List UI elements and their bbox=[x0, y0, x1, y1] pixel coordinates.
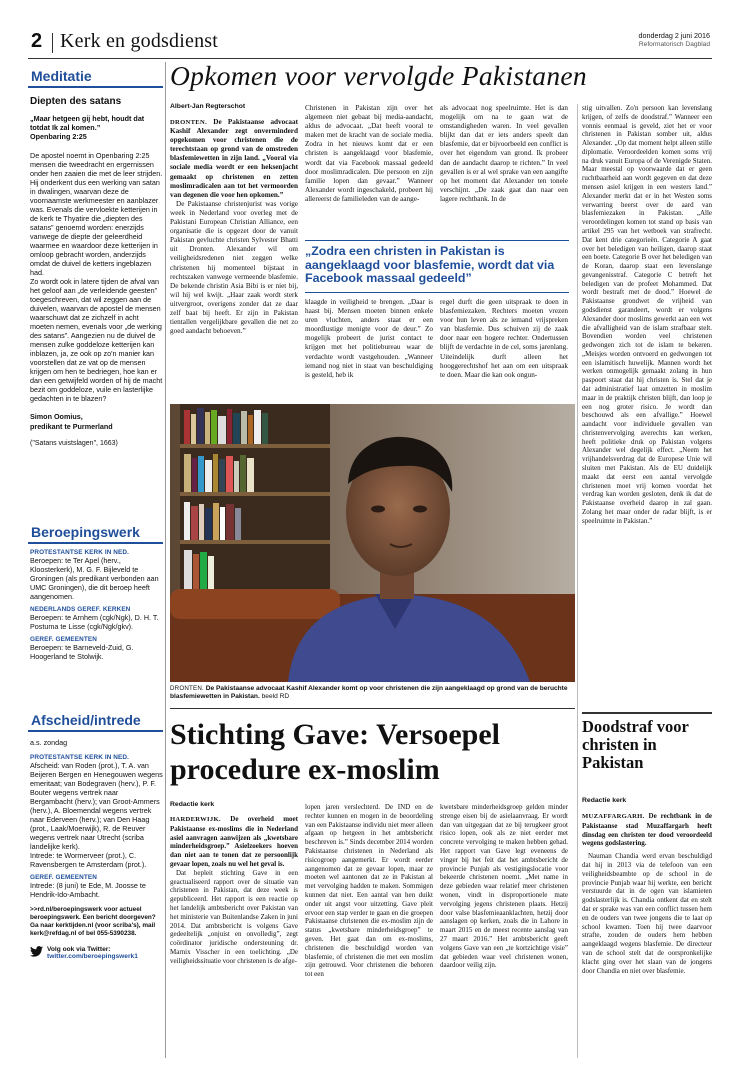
lead-text: De Pakistaanse advocaat Kashif Alexander zegt onverminderd opgekomen voor christenen die de terechtstaan op grond van de omstreden blasfemiewetten in zijn land. „Vooral via sociale media wordt er een heksenjacht gemaakt op christenen en zetten moslimradicalen aan tot het vermoorden van degenen die voor hen opkomen.” bbox=[170, 118, 298, 199]
doodstraf-byline: Redactie kerk bbox=[582, 797, 627, 804]
gave-col-3 bbox=[440, 803, 568, 970]
doodstraf-body bbox=[582, 812, 712, 975]
dateline: DRONTEN. bbox=[170, 119, 208, 126]
meditatie-source: ("Satans vuistslagen", 1663) bbox=[30, 440, 118, 447]
body-text: kwetsbare minderheidsgroep gelden minder strenge eisen bij de asielaanvraag. Er wordt dan van uitgegaan dat ze bij terugkeer groot risico lopen, ook als ze niet eerder met concrete vervolging te maken hebben gehad. Het rapport van Gave legt eveneens de vinger bij het feit dat het ambtsbericht de provincie Punjab als vestigingslocatie voor bekeerde christenen noemt. „Met name in deze gebieden waar relatief meer christenen wonen, vindt in disproportionele mate vervolging jegens christenen plaats. Hetzij door valse blasfemieaanklachten, hetzij door aanslagen op kerken, zoals die in Lahore in maart 2015 en de meest recente aanslag van 27 maart 2016.” Het ambtsbericht geeft volgens Gave van een „te kortzichtige visie” dat gebieden waar veel christenen wonen, daardoor veilig zijn. bbox=[440, 803, 568, 970]
beroeping-lines: Beroepen: te Ter Apel (herv., Kloosterkerk), M. G. F. Bijleveld te Groningen (als predikant verbonden aan UMC Groningen), die dit beroep heeft aangenomen. bbox=[30, 556, 159, 601]
twitter-link[interactable]: twitter.com/beroepingswerk1 bbox=[47, 953, 138, 960]
main-col-1 bbox=[170, 118, 298, 336]
intrede-lines: Intrede: te Wormerveer (prot.), C. Ravensbergen te Amsterdam (prot.). bbox=[30, 851, 147, 869]
afscheid-block bbox=[28, 712, 163, 960]
beroeping-group bbox=[30, 636, 163, 661]
page-number: 2 bbox=[31, 30, 43, 52]
caption-credit: beeld RD bbox=[261, 693, 290, 701]
afscheid-label: Afscheid/intrede bbox=[31, 712, 141, 728]
pull-quote-rule-bottom bbox=[305, 292, 569, 293]
meditatie-quote: „Maar hetgeen gij hebt, houdt dat totdat Ik zal komen.” bbox=[30, 114, 145, 132]
beroeping-lines: Beroepen: te Barneveld-Zuid, G. Hoogerland te Stolwijk. bbox=[30, 643, 134, 661]
sidebar-divider bbox=[165, 62, 166, 1058]
twitter-label: Volg ook via Twitter: bbox=[47, 946, 111, 953]
body-text: regel durft die geen uitspraak te doen in blasfemiezaken. Rechters moeten vrezen voor hun leven als ze iemand vrijspreken van blasfemie. Dus schuiven zij de zaak door naar een hogere rechter. Ondertussen blijft de verdachte in de cel, soms jarenlang. Uiteindelijk durft alleen het hooggerechtshof het aan om een uitspraak te doen. Maar die kan ook ongun- bbox=[440, 298, 568, 379]
church-label: PROTESTANTSE KERK IN NED. bbox=[30, 549, 129, 556]
main-byline: Albert-Jan Regterschot bbox=[170, 103, 246, 110]
meditatie-title: Diepten des satans bbox=[30, 96, 122, 107]
main-col-3 bbox=[440, 104, 568, 204]
meditatie-author-role: predikant te Purmerland bbox=[30, 422, 113, 431]
sidebar bbox=[28, 62, 163, 447]
header-paper: Reformatorisch Dagblad bbox=[638, 41, 710, 48]
main-col-3b bbox=[440, 298, 568, 380]
beroeping-lines: Beroepen: te Arnhem (cgk/Ngk), D. H. T. Postuma te Lisse (cgk/Ngk/gkv). bbox=[30, 613, 159, 631]
dateline: HARDERWIJK. bbox=[170, 816, 221, 823]
beroepingswerk-rule bbox=[28, 542, 163, 544]
afscheid-rule bbox=[28, 730, 163, 732]
lead-text: De overheid moet Pakistaanse ex-moslims die in Nederland asiel aanvragen aanwijzen als „kwetsbare minderheidsgroep.” Asielzoekers hoeven dan niet aan te tonen dat ze persoonlijk gevaar lopen, zoals nu wel het geval is. bbox=[170, 815, 298, 868]
afscheid-footer[interactable]: >>rd.nl/beroepingswerk voor actueel beroepingswerk. Een bericht doorgeven? Ga naar kerktijden.nl (voor scriba's), mail kerk@refdag.nl of bel 055-5390238. bbox=[30, 906, 156, 937]
church-label: GEREF. GEMEENTEN bbox=[30, 874, 97, 881]
church-label: GEREF. GEMEENTEN bbox=[30, 636, 97, 643]
meditatie-author: Simon Oomius, bbox=[30, 412, 83, 421]
church-label: PROTESTANTSE KERK IN NED. bbox=[30, 754, 129, 761]
caption-place: DRONTEN. bbox=[170, 685, 204, 692]
section-rule bbox=[170, 708, 575, 709]
pull-quote: „Zodra een christen in Pakistan is aangeklaagd voor blasfemie, wordt dat via Facebook massaal gedeeld” bbox=[305, 244, 555, 286]
beroepingswerk-label: Beroepingswerk bbox=[31, 524, 140, 540]
header-date: donderdag 2 juni 2016 bbox=[638, 31, 710, 40]
main-col-2 bbox=[305, 104, 433, 204]
beroeping-group bbox=[30, 549, 163, 601]
church-label: NEDERLANDS GEREF. KERKEN bbox=[30, 606, 131, 613]
header-divider bbox=[52, 33, 53, 53]
pull-quote-rule-top bbox=[305, 240, 569, 241]
photo-illustration bbox=[170, 404, 575, 682]
main-headline: Opkomen voor vervolgde Pakistanen bbox=[170, 60, 587, 91]
header-rule bbox=[28, 58, 712, 59]
dateline: MUZAFFARGARH. bbox=[582, 813, 645, 820]
body-text: Christenen in Pakistan zijn over het algemeen niet gebaat bij media-aandacht, aldus de advocaat. „Dat heeft vooral te maken met de kracht van de sociale media. Zodra in het nieuws komt dat er een christen is aangeklaagd voor blasfemie, wordt dat via Facebook massaal gedeeld door moslimradicalen. Die persoon en zijn familie lopen dan gevaar.” Wanneer Alexander wordt ingeschakeld, probeert hij allereerst de familieleden van de aange- bbox=[305, 104, 433, 203]
photo-caption bbox=[170, 685, 570, 701]
body-text: Dat bepleit stichting Gave in een geactualiseerd rapport over de situatie van christenen in Pakistan, dat deze week is gepubliceerd. Het rapport is een reactie op het landelijk ambtsbericht over Pakistan van het ministerie van Buitenlandse Zaken in juni 2014. Dat ambtsbericht is volgens Gave gedeeltelijk „onjuist en onvolledig”, zegt coördinator juridische ondersteuning dr. Marnix Visscher in een toelichting. „De veiligheidssituatie voor christenen is de afge- bbox=[170, 868, 298, 965]
twitter-icon bbox=[30, 946, 43, 957]
afscheid-lines: Intrede: (8 juni) te Ede, M. Joosse te Hendrik-Ido-Ambacht. bbox=[30, 881, 146, 899]
body-text: als advocaat nog speelruimte. Het is dan mogelijk om na te gaan wat de omstandigheden waren. In veel gevallen blijkt dan dat er iets anders speelt dan blasfemie, dat er bijvoorbeeld een conflict is over het eigendom van grond. Ik probeer dan de aandacht daarop te richten.” In veel gevallen is er al wel sprake van een aangifte op het moment dat Alexander ten tonele verschijnt. „De zaak gaat dan naar een lagere rechtbank. In de bbox=[440, 104, 568, 203]
gave-byline: Redactie kerk bbox=[170, 801, 215, 808]
afscheid-lines: Afscheid: van Roden (prot.), T. A. van Beijeren Bergen en Henegouwen wegens emeritaat; van Bodegraven (herv.), P. F. Bouter wegens vertrek naar Bergambacht (herv.); van Groot-Ammers (herv.), A. Bloemendal wegens vertrek naar Ederveen (herv.); van Den Haag (prot., Laak/Moerwijk), R. de Reuver wegens vertrek naar Utrecht (scriba landelijke kerk). bbox=[30, 761, 163, 851]
meditatie-body-2: Zo wordt ook in latere tijden de afval van het geloof aan „de verleidende geesten” toegeschreven, dat wil zeggen aan de duivelen, waarvan de apostel de mensen waarschuwt dat ze zichzelf in acht moeten nemen, evenals voor „de werking des satans”. Aangezien nu de duivel de mensen zulke goddeloze ketterijen kan inblazen, ja, ze ook op zo'n manier kan voorstellen dat ze vat op de mensen krijgen om hen te bedriegen, hoe kan er dan een getwijfeld worden of hij de macht bezit om goddeloze, vuile en lasterlijke gedachten in te blazen? bbox=[30, 277, 163, 403]
caption-text: De Pakistaanse advocaat Kashif Alexander komt op voor christenen die zijn aangeklaagd op grond van de beruchte blasfemiewetten in Pakistan. bbox=[170, 685, 568, 701]
meditatie-rule bbox=[28, 86, 163, 88]
gave-headline-2: procedure ex-moslim bbox=[170, 753, 440, 786]
main-col-2b bbox=[305, 298, 433, 380]
gave-headline-1: Stichting Gave: Versoepel bbox=[170, 718, 500, 751]
afscheid-group bbox=[30, 874, 163, 899]
right-column-divider bbox=[577, 104, 578, 1058]
body-text: stig uitvallen. Zo'n persoon kan levenslang krijgen, of zelfs de doodstraf.” Wanneer een vonnis eenmaal is geveld, ziet het er voor christenen in Pakistan somber uit, aldus Alexander. „Op dat moment helpt alleen stille diplomatie. Veroordeelden komen soms vrij na druk vanuit Europa of de Verenigde Staten. Maar meestal op voorwaarde dat er geen ruchtbaarheid aan wordt gegeven en dat deze mensen asiel krijgen in een westers land.” Alexander merkt dat er in het Westen soms verwarring heerst over de aard van blasfemiezaken in Pakistan. „Alle veroordelingen komen tot stand op basis van artikel 295 van het wetboek van strafrecht. Dat kent drie categorieën. Categorie A gaat over het beledigen van heiligen, daarop staat een boete. Categorie B over het beledigen van de Koran, daarop staat een levenslange gevangenisstraf. Categorie C betreft het beledigen van de profeet Mohammed. Dat wordt bestraft met de dood.” Hoewel de Pakistaanse grondwet de vrijheid van godsdienst garandeert, wordt er volgens Alexander door moslims gewerkt aan een wet die afvalligheid van de islam strafbaar stelt. Bovendien worden veel christenen gedwongen zich tot de islam te bekeren. „Meisjes worden ontvoerd en gedwongen tot een islamitisch huwelijk. Mannen wordt het werken onmogelijk gemaakt zolang in hun paspoort staat dat hij christen is. Stel dat je dat administratief laat omzetten in moslim maar in de praktijk christen blijft, dan loop je een nog groter risico. Je wordt dan beschouwd als een afvallige.” Hoewel aandacht voor individuele gevallen van christenvervolging averechts kan werken, heeft politieke druk op Pakistan volgens Alexander wel degelijk effect. „Neem het vrijhandelsverdrag dat de Europese Unie wil sluiten met Pakistan. Als de EU duidelijk maakt dat eerst een aantal vervolgde christenen moet vrij komen voordat het verdrag kan worden gesloten, denk ik dat de Pakistaanse overheid daarop in zal gaan. Zolang het maar onder de radar blijft, is er speelruimte in Pakistan.” bbox=[582, 104, 712, 525]
beroeping-group bbox=[30, 606, 163, 631]
body-text: De Pakistaanse christenjurist was vorige week in Nederland voor overleg met de Pakistani European Christian Alliance, een organisatie die is opgezet door de vanuit Pakistan gevluchte christen Sylvester Bhatti uit Dronten. Alexander wil om veiligheidsredenen niet zeggen welke christenen hij momenteel bijstaat in rechtszaken vanwege vermeende blasfemie. De bekende christin Asia Bibi is er niet bij, wil hij wel kwijt. „Haar zaak wordt sterk uitvergroot, overigens zonder dat ze daar zelf baat bij heeft. Er zijn in Pakistan tientallen vergelijkbare gevallen die net zo goed aandacht behoeven.” bbox=[170, 199, 298, 336]
doodstraf-headline: Doodstraf voor christen in Pakistan bbox=[582, 717, 689, 772]
lead-text: De rechtbank in de Pakistaanse stad Muzaffargarh heeft dinsdag een christen ter dood veroordeeld wegens godslastering. bbox=[582, 812, 712, 848]
twitter-row[interactable] bbox=[30, 946, 163, 960]
gave-col-2 bbox=[305, 803, 433, 979]
body-text: lopen jaren verslechterd. De IND en de rechter kunnen en mogen in de beoordeling van een Pakistaanse individu niet meer alleen afgaan op hetgeen in het ambtsbericht beschreven is.” Sinds december 2014 worden Pakistaanse christenen in Nederland als risicogroep aangemerkt. Er wordt eerder aangenomen dat ze gevaar lopen, maar ze moeten wel aantonen dat ze in Pakistan al met vervolging hadden te maken. Sommigen kunnen dat niet. Een aantal van hen duikt onder uit angst voor uitzetting. Gave pleit ervoor een stap verder te gaan en die groepen Pakistaanse christenen die ex-moslim zijn de status „kwetsbare minderheidsgroep” te geven. Het gaat dan om ex-moslims, christenen die beschuldigd worden van blasfemie, of christenen die met een moslim zijn getrouwd. Voor christenen die behoren tot een bbox=[305, 803, 433, 979]
main-col-4 bbox=[582, 104, 712, 526]
section-title: Kerk en godsdienst bbox=[60, 30, 219, 52]
meditatie-quote-ref: Openbaring 2:25 bbox=[30, 132, 87, 141]
afscheid-date-note: a.s. zondag bbox=[30, 738, 68, 747]
meditatie-body: De apostel noemt in Openbaring 2:25 mensen die tweedracht en ergernissen onder hen zaaien die met de leer strijden. Hij onderkent dus een werking van satan in dwalingen, waarvan deze de voornaamste werkmeester en aanblazer was. Evenals die vervloekte ketterijen in de kerk te Thyatire die „diepten des satans” genoemd worden: enerzijds vanwege de diepte der geleerdheid waarmee en waardoor deze ketterijen in omloop gebracht worden, anderzijds omdat de duivel de ketters ingeblazen had. bbox=[30, 151, 163, 277]
afscheid-group bbox=[30, 754, 163, 869]
gave-col-1 bbox=[170, 815, 298, 966]
beroepingswerk-block bbox=[28, 524, 163, 661]
doodstraf-top-rule bbox=[582, 712, 712, 714]
article-photo bbox=[170, 404, 575, 682]
body-text: Nauman Chandia werd ervan beschuldigd dat hij in 2013 via de telefoon van een veiligheidsbeambte op de school in de provincie Punjab waar hij werkte, een bericht verstuurde dat in de ogen van islamieten godslasterlijk is. Chandia ontkent dat en stelt dat er sprake was van een conflict tussen hem en de ouders van twee jongens die te laat op school kwamen. Toen hij twee daarvoor strafte, zouden de ouders hem hebben aangeklaagd wegens blasfemie. De directeur van de school stelt dat de oorspronkelijke klacht ging over het slaan van de jongens door Chandia en niet over blasfemie. bbox=[582, 852, 712, 975]
body-text: klaagde in veiligheid te brengen. „Daar is haast bij. Mensen moeten binnen enkele uren vluchten, anders staat er een moordlustige menigte voor de deur.” Zo mogelijk probeert de jurist contact te krijgen met het politiebureau waar de verdachte wordt vastgehouden. „Wanneer iemand nog niet in staat van beschuldiging is gesteld, heb ik bbox=[305, 298, 433, 379]
meditatie-label: Meditatie bbox=[31, 68, 92, 84]
